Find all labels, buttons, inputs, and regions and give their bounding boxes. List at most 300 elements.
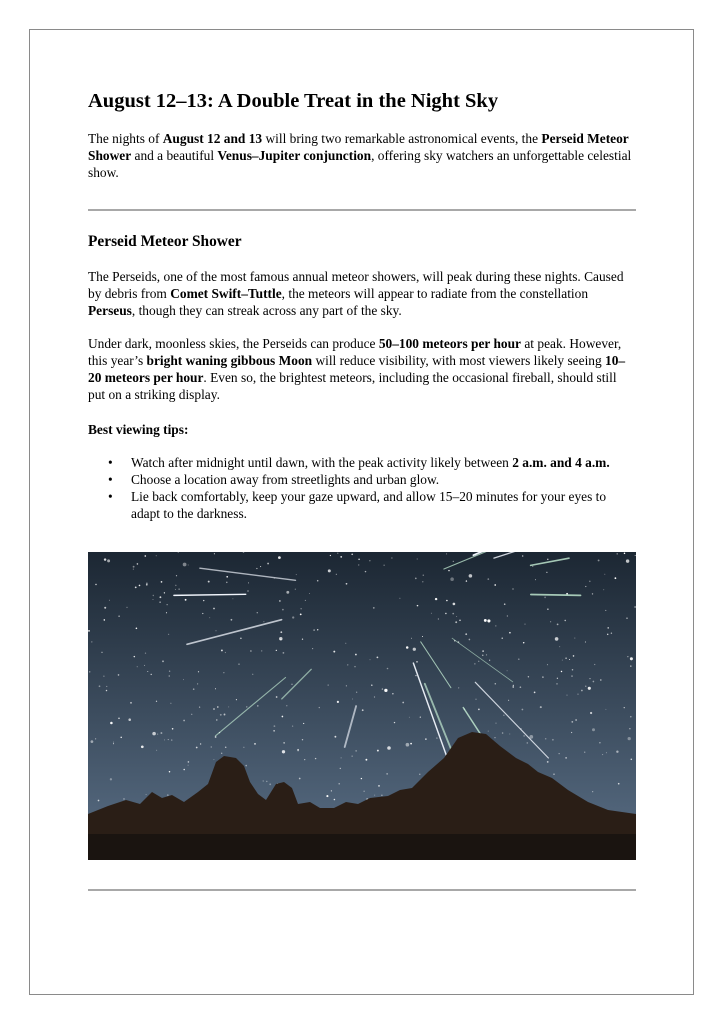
star <box>202 613 203 614</box>
star <box>317 629 318 630</box>
star <box>276 650 277 651</box>
star <box>336 574 337 575</box>
star <box>250 650 252 652</box>
star <box>571 732 572 733</box>
star <box>594 664 595 665</box>
star <box>133 566 135 568</box>
star <box>159 601 161 603</box>
article-title: August 12–13: A Double Treat in the Night Sky <box>88 90 499 112</box>
star <box>238 664 239 665</box>
star <box>593 681 595 683</box>
star <box>302 739 303 740</box>
star <box>196 747 198 749</box>
star <box>152 732 156 736</box>
star <box>522 709 524 711</box>
star <box>169 670 170 671</box>
star <box>156 701 157 702</box>
star <box>263 780 264 781</box>
star <box>216 630 217 631</box>
star <box>245 765 247 767</box>
star <box>161 581 163 583</box>
star <box>175 585 177 587</box>
list-item <box>88 471 636 488</box>
star <box>465 633 467 635</box>
star <box>547 609 548 610</box>
star <box>246 706 247 707</box>
star <box>88 630 90 632</box>
star <box>546 572 547 573</box>
star <box>183 720 185 722</box>
star <box>377 657 379 659</box>
star <box>453 561 454 562</box>
star <box>364 791 365 792</box>
star <box>346 583 348 585</box>
star <box>559 753 560 754</box>
star <box>547 761 549 763</box>
star <box>183 563 187 567</box>
star <box>203 600 204 601</box>
star <box>616 553 617 554</box>
star <box>217 706 219 708</box>
star <box>231 619 233 621</box>
star <box>146 584 148 586</box>
star <box>213 759 214 760</box>
emphasis: August 12 and 13 <box>162 131 263 146</box>
star <box>263 621 264 622</box>
star <box>495 723 496 724</box>
star <box>406 646 409 649</box>
star <box>532 566 533 567</box>
star <box>109 600 110 601</box>
star <box>345 643 346 644</box>
list-item-text: Watch after midnight until dawn, with the peak activity likely between 2 a.m. and 4 a.m. <box>131 455 610 470</box>
star <box>384 689 387 692</box>
star <box>571 675 572 676</box>
star <box>221 649 223 651</box>
star <box>162 660 164 662</box>
star <box>247 590 248 591</box>
star <box>626 617 628 619</box>
star <box>354 666 356 668</box>
star <box>611 633 612 634</box>
star <box>334 736 336 738</box>
star <box>283 652 285 654</box>
star <box>296 574 297 575</box>
star <box>365 759 367 761</box>
star <box>213 708 215 710</box>
star <box>135 586 137 588</box>
star <box>562 660 563 661</box>
star <box>513 685 514 686</box>
star <box>151 674 152 675</box>
star <box>565 657 567 659</box>
star <box>175 589 176 590</box>
tips-list <box>88 454 636 522</box>
star <box>292 725 293 726</box>
star <box>577 694 578 695</box>
star <box>276 696 278 698</box>
star <box>147 671 148 672</box>
star <box>567 695 568 696</box>
star <box>561 671 562 672</box>
star <box>482 650 484 652</box>
star <box>120 737 121 738</box>
star <box>334 799 336 801</box>
star <box>113 743 114 744</box>
star <box>159 596 161 598</box>
star <box>220 714 222 716</box>
star <box>415 578 417 580</box>
star <box>459 619 461 621</box>
star <box>286 591 289 594</box>
star <box>226 576 228 578</box>
star <box>213 608 215 610</box>
star <box>299 778 301 780</box>
star <box>495 625 496 626</box>
star <box>361 778 362 779</box>
star <box>624 553 626 555</box>
star <box>188 765 189 766</box>
star <box>266 781 267 782</box>
star <box>369 560 370 561</box>
star <box>391 557 392 558</box>
star <box>502 638 503 639</box>
star <box>474 663 475 664</box>
star <box>553 773 555 775</box>
emphasis: 50–100 meteors per hour <box>378 336 522 351</box>
star <box>512 588 514 590</box>
star <box>358 559 360 561</box>
star <box>450 577 454 581</box>
body-paragraph: Under dark, moonless skies, the Perseids can produce 50–100 meteors per hour at peak. However, this year’s bright waning gibbous Moon will reduce visibility, with most viewers likely seeing 10–20 meteors per hour. Even so, the brightest meteors, including the occasional fireball, should still put on a striking display. <box>88 336 626 402</box>
star <box>411 638 412 639</box>
star <box>523 735 525 737</box>
list-item <box>88 454 636 471</box>
star <box>455 621 457 623</box>
star <box>153 599 154 600</box>
star <box>585 586 586 587</box>
star <box>126 607 127 608</box>
star <box>507 615 508 616</box>
star <box>89 671 90 672</box>
star <box>565 757 567 759</box>
section-divider <box>88 889 636 891</box>
star <box>183 769 185 771</box>
star <box>456 616 457 617</box>
star <box>603 589 604 590</box>
bullet: • <box>108 455 113 470</box>
star <box>387 746 391 750</box>
list-item <box>88 488 636 522</box>
star <box>330 555 331 556</box>
star <box>141 745 144 748</box>
star <box>144 665 145 666</box>
star <box>171 740 172 741</box>
star <box>223 672 224 673</box>
star <box>145 653 146 654</box>
star <box>326 795 328 797</box>
emphasis: Perseus <box>88 303 132 318</box>
emphasis: Venus–Jupiter conjunction <box>217 148 372 163</box>
star <box>559 646 560 647</box>
meteor-shower-photo <box>88 552 636 860</box>
star <box>169 675 170 676</box>
star <box>520 686 522 688</box>
star <box>431 613 432 614</box>
star <box>384 565 385 566</box>
star <box>228 706 229 707</box>
star <box>282 609 284 611</box>
star <box>627 656 628 657</box>
star <box>607 634 608 635</box>
star <box>555 637 559 641</box>
star <box>358 564 359 565</box>
star <box>458 687 459 688</box>
star <box>208 581 210 583</box>
star <box>319 707 320 708</box>
star <box>113 742 114 743</box>
star <box>118 674 120 676</box>
star <box>232 598 233 599</box>
star <box>269 783 271 785</box>
star <box>256 568 257 569</box>
star <box>197 683 198 684</box>
star <box>550 621 551 622</box>
body-paragraph: The Perseids, one of the most famous annual meteor showers, will peak during these nights. Caused by debris from Comet Swift–Tuttle, the meteors will appear to radiate from the constellation Perseus, though they can streak across any part of the sky. <box>88 269 624 318</box>
star <box>509 734 510 735</box>
star <box>274 725 276 727</box>
star <box>225 747 227 749</box>
star <box>629 728 630 729</box>
star <box>590 712 592 714</box>
star <box>547 664 548 665</box>
star <box>279 637 282 640</box>
star <box>436 737 438 739</box>
star <box>199 706 200 707</box>
star <box>420 716 421 717</box>
star <box>91 740 94 743</box>
star <box>446 553 447 554</box>
star <box>260 566 261 567</box>
star <box>552 739 554 741</box>
star <box>374 696 375 697</box>
star <box>402 702 404 704</box>
star <box>406 743 410 747</box>
star <box>616 750 618 752</box>
star <box>387 668 389 670</box>
star <box>527 742 529 744</box>
star <box>547 559 548 560</box>
meteor-streak <box>531 595 581 596</box>
star <box>630 657 633 660</box>
star <box>248 582 249 583</box>
star <box>410 743 412 745</box>
star <box>494 737 495 738</box>
star <box>183 679 184 680</box>
star <box>214 553 215 554</box>
star <box>295 589 296 590</box>
star <box>574 638 575 639</box>
star <box>374 795 375 796</box>
star <box>469 574 473 578</box>
star <box>509 632 511 634</box>
star <box>409 717 410 718</box>
star <box>191 714 192 715</box>
star <box>160 732 162 734</box>
star <box>589 581 591 583</box>
star <box>273 730 274 731</box>
star <box>557 624 559 626</box>
star <box>179 589 180 590</box>
star <box>615 577 617 579</box>
star <box>469 639 471 641</box>
star <box>312 648 313 649</box>
list-item-text: Lie back comfortably, keep your gaze upward, and allow 15–20 minutes for your eyes to adapt to the darkness. <box>131 489 607 521</box>
star <box>156 555 157 556</box>
emphasis: Comet Swift–Tuttle <box>170 286 282 301</box>
emphasis: bright waning gibbous Moon <box>146 353 313 368</box>
star <box>630 665 631 666</box>
star <box>346 685 347 686</box>
section-divider <box>88 209 636 211</box>
star <box>422 636 423 637</box>
star <box>224 714 226 716</box>
star <box>394 722 395 723</box>
star <box>484 619 487 622</box>
star <box>185 599 187 601</box>
star <box>540 706 542 708</box>
star <box>118 717 120 719</box>
star <box>453 603 456 606</box>
star <box>267 563 269 565</box>
star <box>606 752 607 753</box>
star <box>581 690 583 692</box>
star <box>279 600 280 601</box>
star <box>280 631 282 633</box>
star <box>534 692 536 694</box>
star <box>478 661 479 662</box>
star <box>243 747 244 748</box>
star <box>216 719 217 720</box>
star <box>423 575 424 576</box>
star <box>128 718 131 721</box>
star <box>200 743 201 744</box>
star <box>303 723 304 724</box>
star <box>507 670 508 671</box>
star <box>635 555 636 556</box>
star <box>588 687 591 690</box>
star <box>317 580 319 582</box>
star <box>282 750 285 753</box>
star <box>373 607 375 609</box>
star <box>146 582 148 584</box>
star <box>176 575 177 576</box>
star <box>305 600 306 601</box>
star <box>489 660 490 661</box>
star <box>166 612 167 613</box>
star <box>569 659 570 660</box>
star <box>378 785 380 787</box>
star <box>512 686 513 687</box>
tips-heading: Best viewing tips: <box>88 422 189 437</box>
intro-paragraph: The nights of August 12 and 13 will bring two remarkable astronomical events, the Perseid Meteor Shower and a beautiful Venus–Jupiter conjunction, offering sky watchers an unforgettable celestial show. <box>88 131 632 180</box>
star <box>107 559 110 562</box>
star <box>134 656 135 657</box>
star <box>278 556 281 559</box>
star <box>101 652 102 653</box>
star <box>487 578 489 580</box>
star <box>602 754 603 755</box>
star <box>130 702 132 704</box>
star <box>365 571 366 572</box>
star <box>544 597 546 599</box>
star <box>257 705 259 707</box>
star <box>626 559 629 562</box>
star <box>304 759 305 760</box>
star <box>313 629 314 630</box>
star <box>144 555 146 557</box>
star <box>302 639 303 640</box>
star <box>347 664 348 665</box>
list-item-text: Choose a location away from streetlights and urban glow. <box>131 472 440 487</box>
star <box>292 616 294 618</box>
star <box>333 651 335 653</box>
star <box>146 794 147 795</box>
star <box>392 693 393 694</box>
star <box>99 685 101 687</box>
star <box>169 771 170 772</box>
star <box>167 604 168 605</box>
star <box>254 743 256 745</box>
star <box>352 699 353 700</box>
star <box>605 709 606 710</box>
star <box>215 688 216 689</box>
star <box>592 791 593 792</box>
star <box>225 652 226 653</box>
star <box>630 716 632 718</box>
star <box>257 612 258 613</box>
star <box>523 642 524 643</box>
star <box>466 580 467 581</box>
star <box>156 750 157 751</box>
star <box>340 768 341 769</box>
star <box>103 675 104 676</box>
star <box>211 746 212 747</box>
star <box>599 742 600 743</box>
star <box>315 758 316 759</box>
star <box>605 610 606 611</box>
star <box>338 783 340 785</box>
star <box>352 756 353 757</box>
star <box>589 678 590 679</box>
star <box>545 738 547 740</box>
star <box>137 666 138 667</box>
star <box>486 654 487 655</box>
star <box>482 655 483 656</box>
star <box>139 585 141 587</box>
star <box>604 574 605 575</box>
star <box>452 613 454 615</box>
star <box>535 579 536 580</box>
star <box>327 684 328 685</box>
star <box>309 593 310 594</box>
star <box>110 778 112 780</box>
star <box>291 684 292 685</box>
star <box>592 593 593 594</box>
star <box>362 709 364 711</box>
star <box>286 705 287 706</box>
star <box>193 688 195 690</box>
